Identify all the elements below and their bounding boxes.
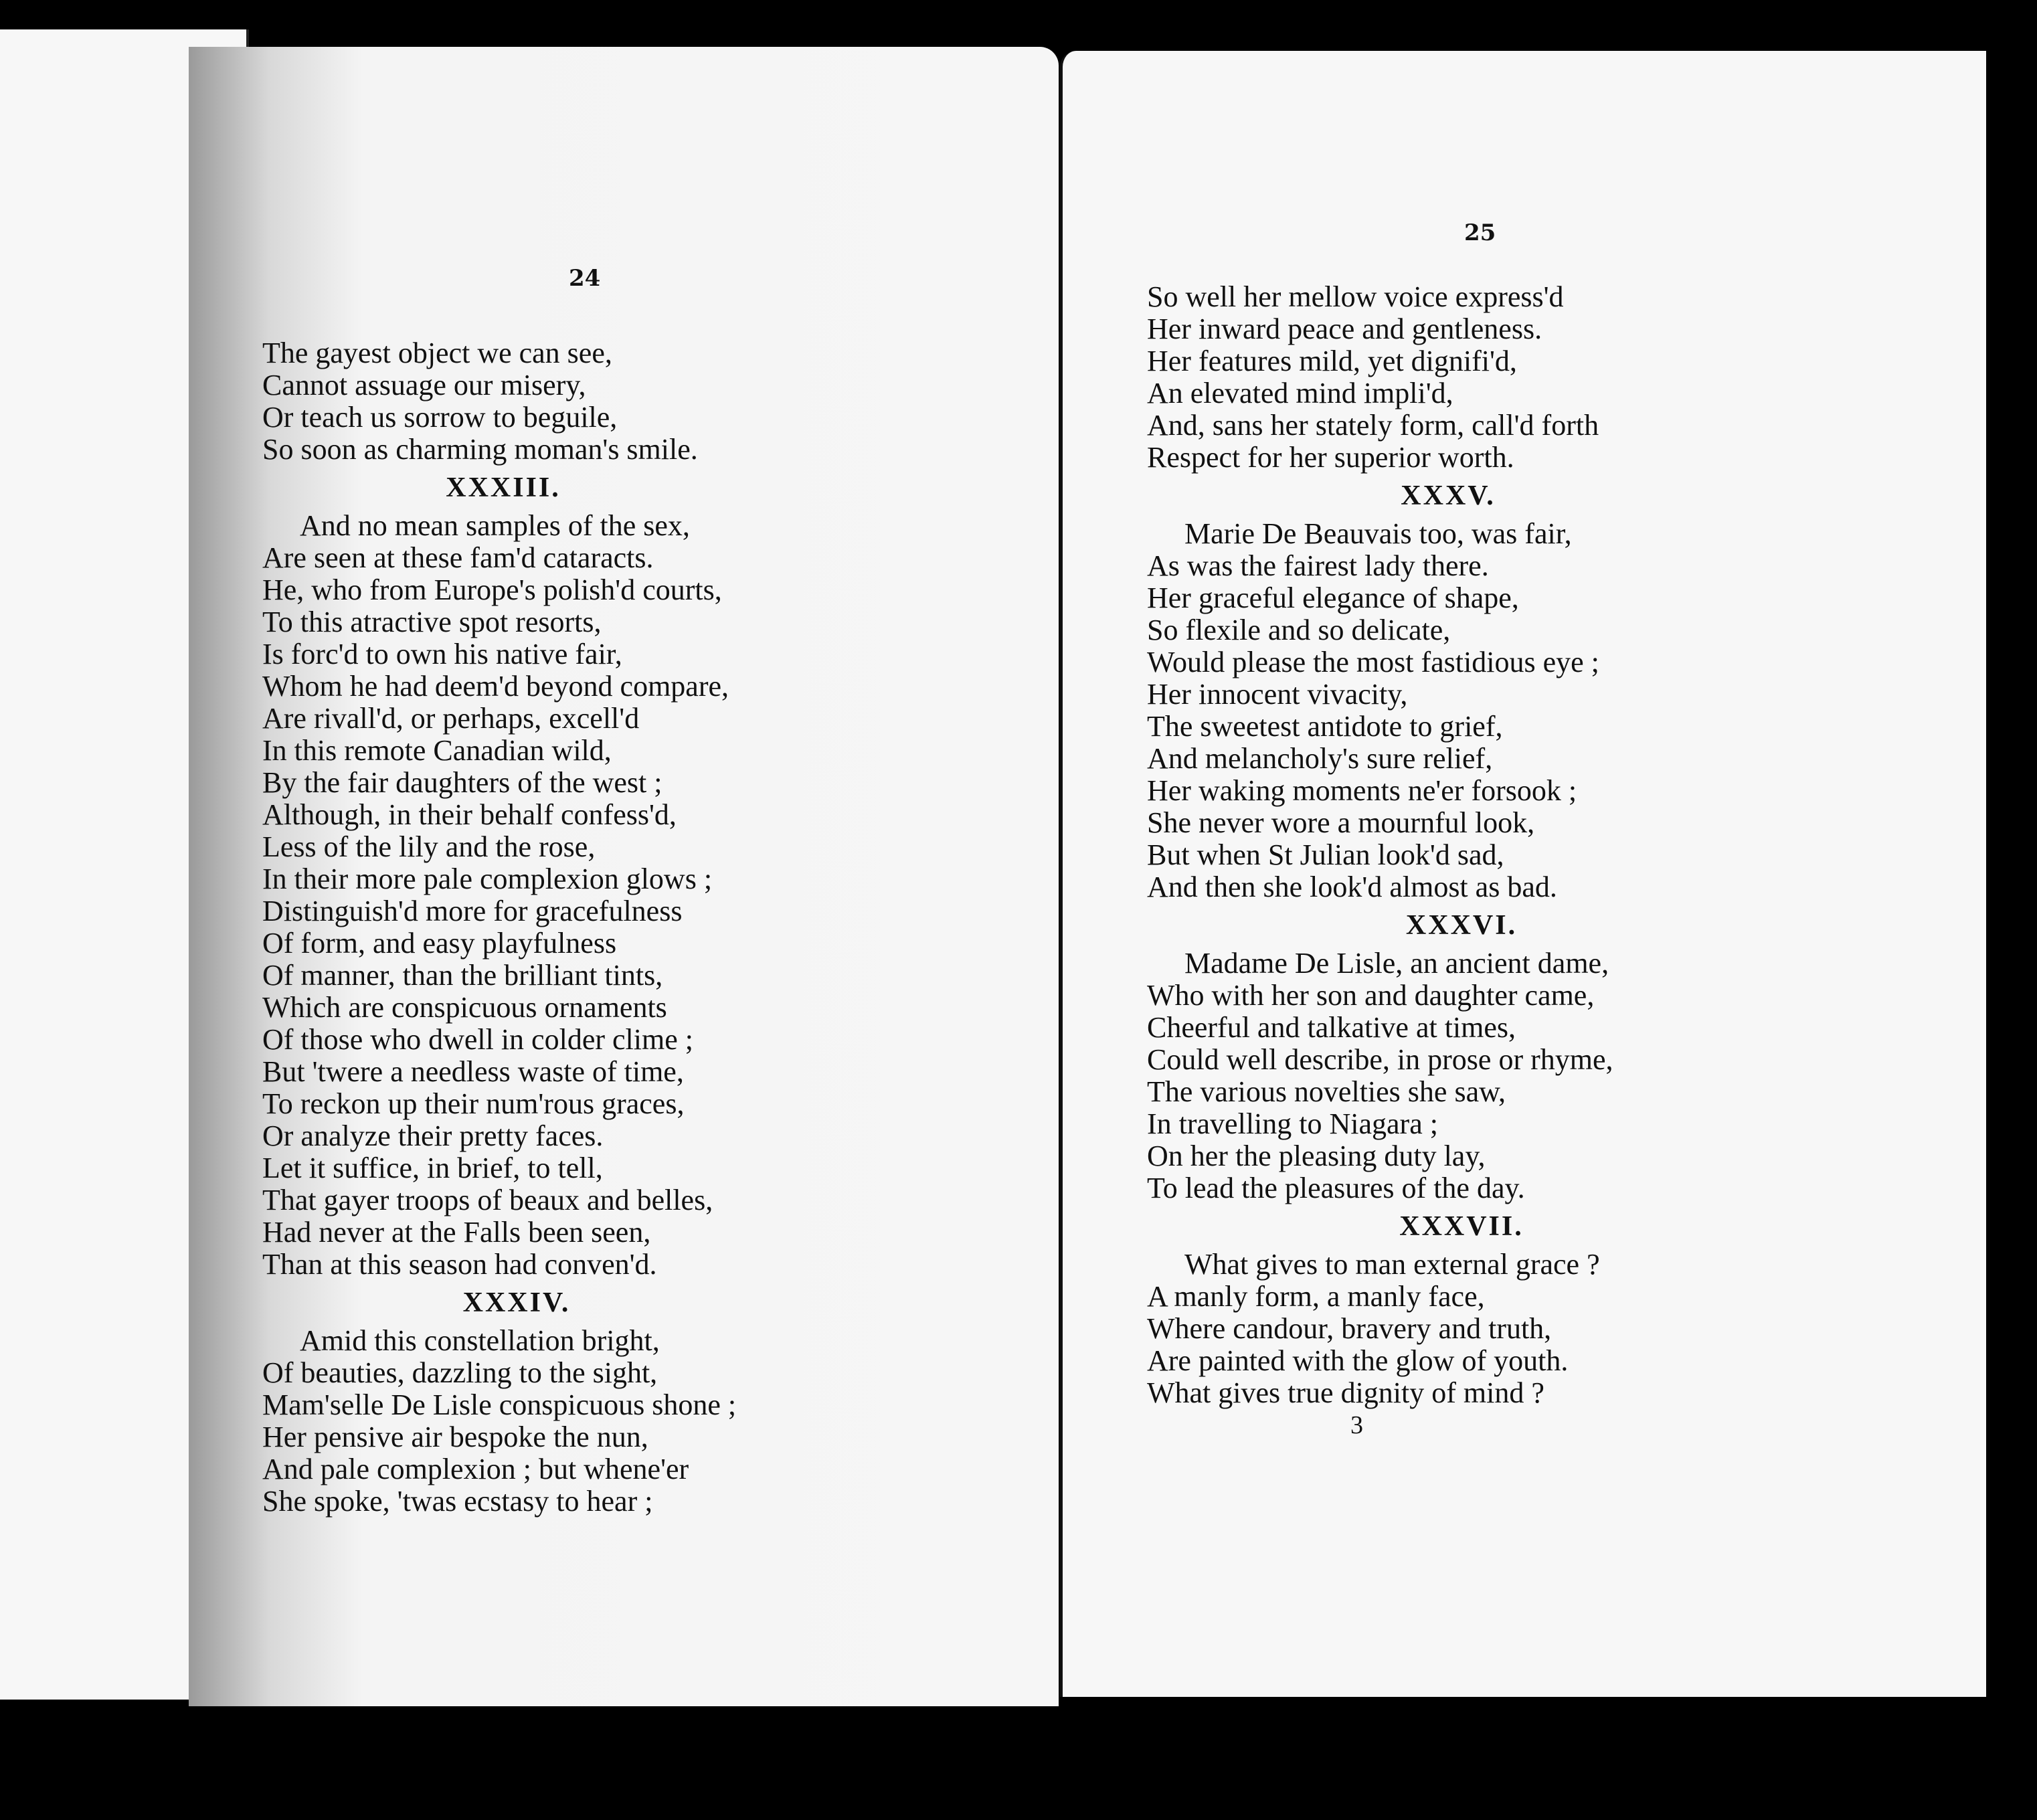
- verse-line: By the fair daughters of the west ;: [262, 766, 662, 799]
- verse-line: She never wore a mournful look,: [1147, 806, 1535, 839]
- verse-line: In travelling to Niagara ;: [1147, 1107, 1438, 1140]
- verse-line: Her inward peace and gentleness.: [1147, 312, 1542, 345]
- verse-line: Less of the lily and the rose,: [262, 830, 596, 863]
- verse-line: Madame De Lisle, an ancient dame,: [1184, 947, 1609, 980]
- verse-line: Could well describe, in prose or rhyme,: [1147, 1043, 1613, 1076]
- verse-line: An elevated mind impli'd,: [1147, 377, 1453, 410]
- verse-line: Cannot assuage our misery,: [262, 369, 586, 401]
- verse-line: Her pensive air bespoke the nun,: [262, 1421, 648, 1453]
- verse-line: To this atractive spot resorts,: [262, 606, 602, 638]
- verse-line: Are painted with the glow of youth.: [1147, 1344, 1569, 1377]
- verse-line: And then she look'd almost as bad.: [1147, 871, 1557, 903]
- verse-line: Where candour, bravery and truth,: [1147, 1312, 1552, 1345]
- stanza-heading: XXXVII.: [1399, 1211, 1524, 1242]
- verse-line: Marie De Beauvais too, was fair,: [1184, 517, 1572, 550]
- verse-line: Amid this constellation bright,: [300, 1324, 660, 1357]
- right-poem: [1147, 281, 1776, 1441]
- verse-line: And, sans her stately form, call'd forth: [1147, 409, 1599, 442]
- verse-line: In this remote Canadian wild,: [262, 734, 612, 767]
- page-number-right: 25: [1464, 219, 1496, 246]
- verse-line: Let it suffice, in brief, to tell,: [262, 1152, 603, 1184]
- verse-line: Had never at the Falls been seen,: [262, 1216, 651, 1249]
- verse-line: On her the pleasing duty lay,: [1147, 1140, 1486, 1172]
- verse-line: Or analyze their pretty faces.: [262, 1119, 604, 1152]
- verse-line: So flexile and so delicate,: [1147, 614, 1451, 646]
- verse-line: To lead the pleasures of the day.: [1147, 1172, 1525, 1204]
- verse-line: To reckon up their num'rous graces,: [262, 1087, 685, 1120]
- verse-line: So well her mellow voice express'd: [1147, 280, 1564, 313]
- verse-line: A manly form, a manly face,: [1147, 1280, 1485, 1313]
- verse-line: Would please the most fastidious eye ;: [1147, 646, 1599, 678]
- stanza-heading: XXXIV.: [462, 1287, 571, 1318]
- verse-line: What gives true dignity of mind ?: [1147, 1376, 1544, 1409]
- verse-line: And pale complexion ; but whene'er: [262, 1453, 689, 1485]
- verse-line: Her innocent vivacity,: [1147, 678, 1408, 711]
- right-page: [1060, 51, 1986, 1697]
- verse-line: But when St Julian look'd sad,: [1147, 838, 1504, 871]
- verse-line: That gayer troops of beaux and belles,: [262, 1184, 713, 1216]
- verse-line: And melancholy's sure relief,: [1147, 742, 1493, 775]
- verse-line: But 'twere a needless waste of time,: [262, 1055, 684, 1088]
- verse-line: Of those who dwell in colder clime ;: [262, 1023, 693, 1056]
- verse-line: Her waking moments ne'er forsook ;: [1147, 774, 1577, 807]
- verse-line: Distinguish'd more for gracefulness: [262, 895, 683, 927]
- verse-line: The sweetest antidote to grief,: [1147, 710, 1503, 743]
- verse-line: In their more pale complexion glows ;: [262, 862, 713, 895]
- verse-line: She spoke, 'twas ecstasy to hear ;: [262, 1485, 653, 1518]
- verse-line: Cheerful and talkative at times,: [1147, 1011, 1516, 1044]
- verse-line: Which are conspicuous ornaments: [262, 991, 667, 1024]
- verse-line: Respect for her superior worth.: [1147, 441, 1514, 474]
- verse-line: Of beauties, dazzling to the sight,: [262, 1356, 658, 1389]
- left-page: [189, 47, 1059, 1706]
- verse-line: He, who from Europe's polish'd courts,: [262, 573, 722, 606]
- verse-line: As was the fairest lady there.: [1147, 549, 1489, 582]
- verse-line: Of manner, than the brilliant tints,: [262, 959, 663, 992]
- verse-line: Whom he had deem'd beyond compare,: [262, 670, 729, 703]
- verse-line: What gives to man external grace ?: [1184, 1248, 1600, 1281]
- stanza-heading: XXXV.: [1401, 480, 1496, 511]
- verse-line: Or teach us sorrow to beguile,: [262, 401, 618, 434]
- verse-line: Is forc'd to own his native fair,: [262, 638, 622, 670]
- verse-line: Who with her son and daughter came,: [1147, 979, 1595, 1012]
- verse-line: Her features mild, yet dignifi'd,: [1147, 345, 1517, 377]
- verse-line: So soon as charming moman's smile.: [262, 433, 698, 466]
- verse-line: Than at this season had conven'd.: [262, 1248, 657, 1281]
- verse-line: Although, in their behalf confess'd,: [262, 798, 677, 831]
- verse-line: The gayest object we can see,: [262, 337, 612, 369]
- verse-line: The various novelties she saw,: [1147, 1075, 1506, 1108]
- verse-line: And no mean samples of the sex,: [300, 509, 690, 542]
- stanza-heading: XXXVI.: [1405, 910, 1518, 941]
- signature-mark: 3: [1350, 1411, 1363, 1439]
- verse-line: Of form, and easy playfulness: [262, 927, 617, 960]
- page-number-left: 24: [569, 265, 601, 292]
- verse-line: Are seen at these fam'd cataracts.: [262, 541, 654, 574]
- verse-line: Mam'selle De Lisle conspicuous shone ;: [262, 1388, 737, 1421]
- verse-line: Her graceful elegance of shape,: [1147, 581, 1519, 614]
- left-poem: [262, 337, 771, 1518]
- verse-line: Are rivall'd, or perhaps, excell'd: [262, 702, 640, 735]
- stanza-heading: XXXIII.: [446, 472, 561, 503]
